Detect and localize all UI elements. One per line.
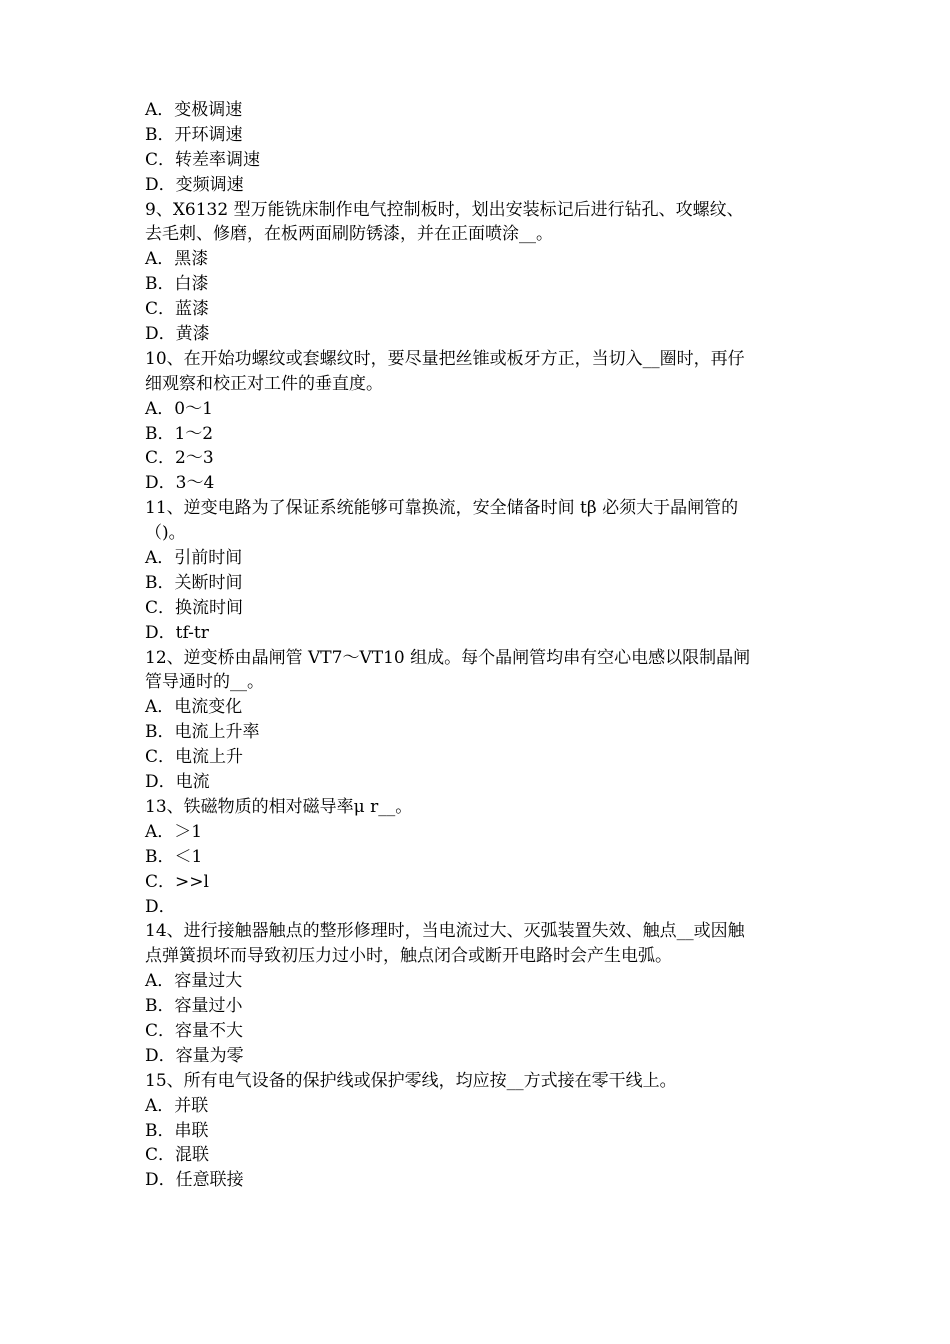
option-line: A．引前时间 <box>145 548 243 569</box>
option-line: C．换流时间 <box>145 597 244 618</box>
option-line: C．混联 <box>145 1145 210 1166</box>
option-line: D．电流 <box>145 772 210 793</box>
option-line: A．容量过大 <box>145 971 243 992</box>
question-text: 14、进行接触器触点的整形修理时，当电流过大、灭弧装置失效、触点__或因触 <box>145 921 745 942</box>
option-line: A．0～1 <box>145 398 213 419</box>
option-line: A．电流变化 <box>145 697 243 718</box>
question-13 <box>145 795 810 919</box>
option-line: D．变频调速 <box>145 174 244 195</box>
question-text: 去毛刺、修磨，在板两面刷防锈漆，并在正面喷涂__。 <box>145 224 553 245</box>
option-line: B．1～2 <box>145 423 214 444</box>
option-line: A．并联 <box>145 1095 209 1116</box>
question-text: 点弹簧损坏而导致初压力过小时，触点闭合或断开电路时会产生电弧。 <box>145 946 672 967</box>
option-line: B．白漆 <box>145 274 209 295</box>
option-line: C．2～3 <box>145 448 214 469</box>
question-text: 管导通时的__。 <box>145 672 264 693</box>
option-line: D． <box>145 896 176 917</box>
question-10 <box>145 347 810 496</box>
option-line: D．容量为零 <box>145 1045 244 1066</box>
question-text: 细观察和校正对工件的垂直度。 <box>145 373 383 394</box>
top-options <box>145 98 810 198</box>
option-line: C．电流上升 <box>145 747 244 768</box>
option-line: B．＜1 <box>145 846 203 867</box>
option-line: B．关断时间 <box>145 572 243 593</box>
option-line: B．电流上升率 <box>145 722 260 743</box>
option-line: A．＞1 <box>145 821 203 842</box>
question-12 <box>145 646 810 795</box>
question-text: 12、逆变桥由晶闸管 VT7～VT10 组成。每个晶闸管均串有空心电感以限制晶闸 <box>145 647 751 668</box>
option-line: B．串联 <box>145 1120 209 1141</box>
option-line: A．黑漆 <box>145 249 209 270</box>
option-line: D．3～4 <box>145 473 215 494</box>
question-9 <box>145 198 810 347</box>
question-text: 10、在开始功螺纹或套螺纹时，要尽量把丝锥或板牙方正，当切入__圈时，再仔 <box>145 348 745 369</box>
question-11 <box>145 496 810 645</box>
option-line: B．开环调速 <box>145 124 243 145</box>
option-line: C．转差率调速 <box>145 149 261 170</box>
question-text: 11、逆变电路为了保证系统能够可靠换流，安全储备时间 tβ 必须大于晶闸管的 <box>145 498 739 519</box>
question-text: （)。 <box>145 523 186 544</box>
option-line: D．任意联接 <box>145 1170 244 1191</box>
question-text: 15、所有电气设备的保护线或保护零线，均应按__方式接在零干线上。 <box>145 1070 677 1091</box>
option-line: C．蓝漆 <box>145 299 210 320</box>
question-text: 9、X6132 型万能铣床制作电气控制板时，划出安装标记后进行钻孔、攻螺纹、 <box>145 199 744 220</box>
document-page <box>145 98 810 1193</box>
question-14 <box>145 919 810 1068</box>
option-line: B．容量过小 <box>145 996 243 1017</box>
question-text: 13、铁磁物质的相对磁导率μ r__。 <box>145 796 413 817</box>
option-line: C．>>l <box>145 871 209 892</box>
question-15 <box>145 1069 810 1193</box>
option-line: C．容量不大 <box>145 1020 244 1041</box>
option-line: D．黄漆 <box>145 324 210 345</box>
option-line: D．tf-tr <box>145 622 209 643</box>
option-line: A．变极调速 <box>145 100 243 120</box>
